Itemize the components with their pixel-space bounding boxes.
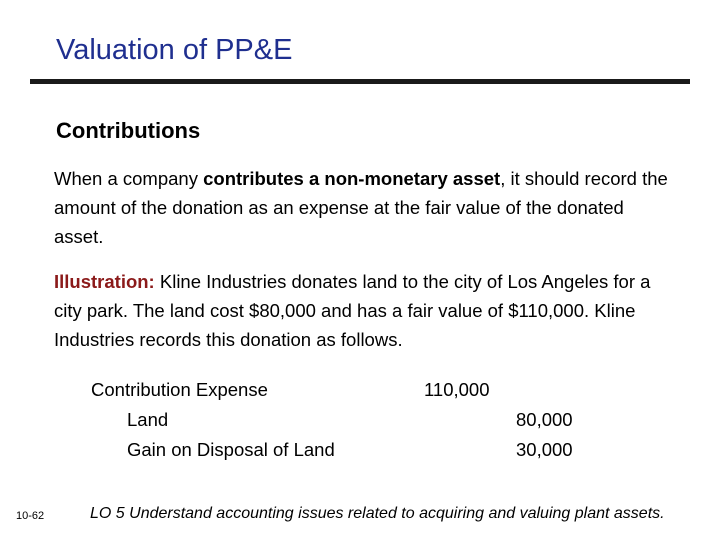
illustration-label: Illustration:	[54, 271, 155, 292]
slide-title: Valuation of PP&E	[56, 34, 293, 66]
definition-paragraph	[54, 164, 674, 251]
definition-text-end: , it should record the amount of the donation as an expense at the fair value of the donated asset.	[54, 168, 668, 247]
journal-credit-amount: 80,000	[516, 409, 573, 430]
section-heading: Contributions	[56, 118, 201, 143]
journal-account-credit: Gain on Disposal of Land	[127, 439, 335, 460]
title-divider	[30, 79, 690, 84]
journal-account-debit: Contribution Expense	[91, 379, 268, 400]
journal-account-credit: Land	[127, 409, 169, 430]
journal-credit-amount: 30,000	[516, 439, 573, 460]
journal-debit-amount: 110,000	[424, 379, 490, 400]
definition-text-start: When a company	[54, 168, 204, 189]
page-number: 10-62	[16, 510, 45, 522]
definition-bold-phrase: contributes a non-monetary asset	[203, 168, 501, 189]
illustration-text: Kline Industries donates land to the city of Los Angeles for a city park. The land cost $80,000 and has a fair value of $110,000. Kline Industries records this donation as follows.	[54, 271, 651, 350]
illustration-paragraph	[54, 267, 674, 354]
learning-objective: LO 5 Understand accounting issues related to acquiring and valuing plant assets.	[90, 505, 665, 522]
